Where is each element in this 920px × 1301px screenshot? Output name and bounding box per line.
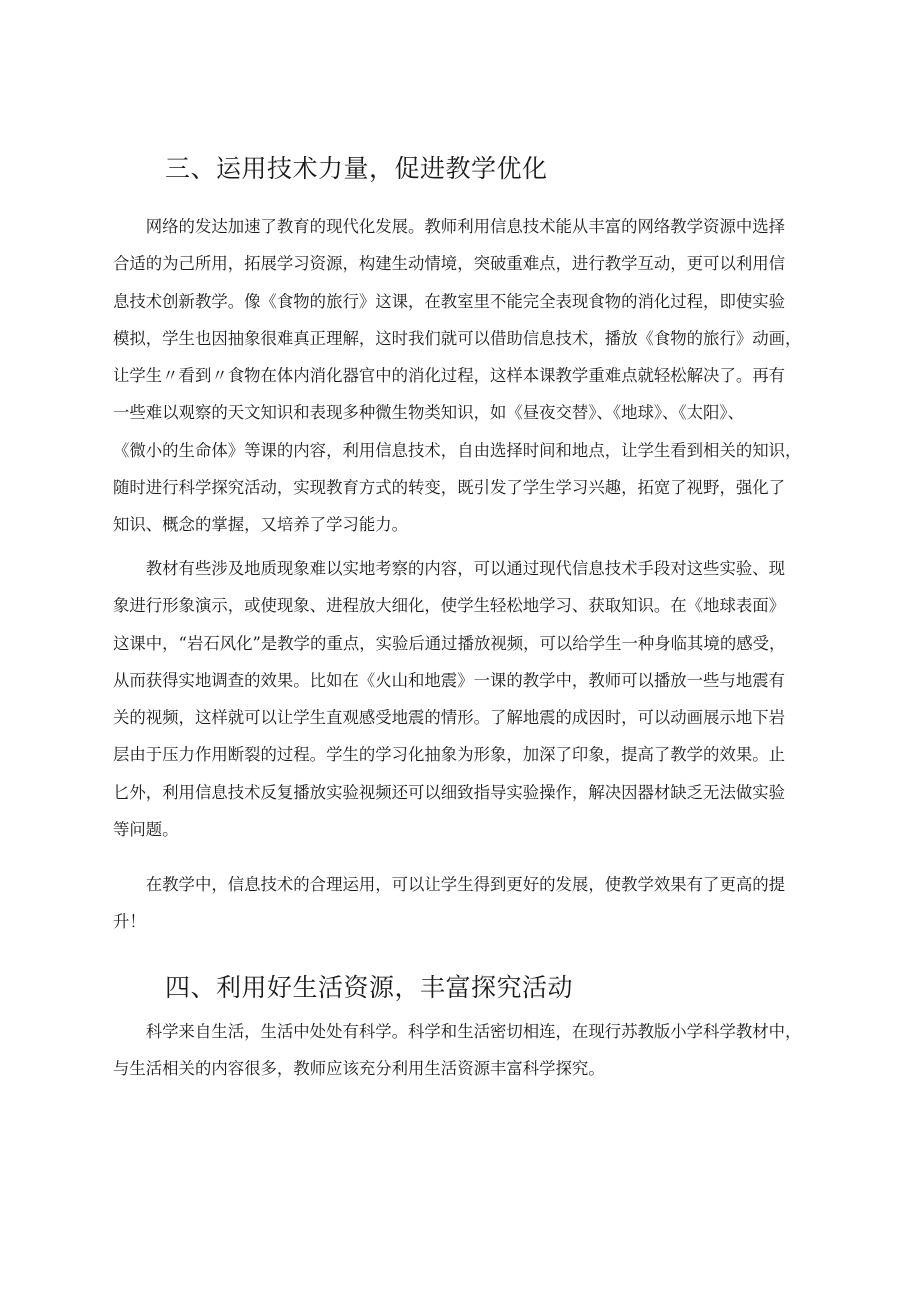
paragraph-line: 升！ xyxy=(113,912,146,932)
paragraph-line: 关的视频，这样就可以让学生直观感受地震的情形。了解地震的成因时，可以动画展示地下岩 xyxy=(113,708,786,728)
section-3-title: 三、运用技术力量，促进教学优化 xyxy=(165,154,548,183)
section-4-title: 四、利用好生活资源，丰富探究活动 xyxy=(165,973,574,1002)
paragraph-life-resources xyxy=(113,1013,817,1088)
paragraph-line: 随时进行科学探究活动，实现教育方式的转变，既引发了学生学习兴趣，拓宽了视野，强化了 xyxy=(113,478,786,498)
paragraph-geology-video xyxy=(113,550,817,848)
paragraph-line: 与生活相关的内容很多，教师应该充分利用生活资源丰富科学探究。 xyxy=(113,1059,605,1079)
paragraph-line: 这课中，“岩石风化”是教学的重点，实验后通过播放视频，可以给学生一种身临其境的感受， xyxy=(113,633,786,653)
paragraph-line: 一些难以观察的天文知识和表现多种微生物类知识，如《昼夜交替》、《地球》、《太阳》、 xyxy=(113,403,745,423)
paragraph-line: 息技术创新教学。像《食物的旅行》这课，在教室里不能完全表现食物的消化过程，即使实验 xyxy=(113,291,786,311)
paragraph-line: 科学来自生活，生活中处处有科学。科学和生活密切相连，在现行苏教版小学科学教材中， xyxy=(113,1022,802,1041)
paragraph-line: 《微小的生命体》等课的内容，利用信息技术，自由选择时间和地点，让学生看到相关的知识， xyxy=(113,440,802,460)
paragraph-line: 在教学中，信息技术的合理运用，可以让学生得到更好的发展，使教学效果有了更高的提 xyxy=(113,875,786,894)
paragraph-line: 教材有些涉及地质现象难以实地考察的内容，可以通过现代信息技术手段对这些实验、现 xyxy=(113,559,786,578)
paragraph-line: 匕外，利用信息技术反复播放实验视频还可以细致指导实验操作，解决因器材缺乏无法做实验 xyxy=(113,782,786,802)
paragraph-line: 让学生〃看到〃食物在体内消化器官中的消化过程，这样本课教学重难点就轻松解决了。再有 xyxy=(113,366,786,386)
paragraph-line: 层由于压力作用断裂的过程。学生的学习化抽象为形象，加深了印象，提高了教学的效果。止 xyxy=(113,745,786,765)
paragraph-line: 从而获得实地调查的效果。比如在《火山和地震》一课的教学中，教师可以播放一些与地震有 xyxy=(113,670,786,690)
paragraph-conclusion xyxy=(113,866,817,941)
paragraph-line: 象进行形象演示，或使现象、进程放大细化，使学生轻松地学习、获取知识。在《地球表面》 xyxy=(113,596,786,616)
paragraph-line: 知识、概念的掌握，又培养了学习能力。 xyxy=(113,515,409,535)
paragraph-line: 等问题。 xyxy=(113,820,179,840)
paragraph-line: 模拟，学生也因抽象很难真正理解，这时我们就可以借助信息技术，播放《食物的旅行》动画， xyxy=(113,328,802,348)
paragraph-line: 合适的为己所用，拓展学习资源，构建生动情境，突破重难点，进行教学互动，更可以利用信 xyxy=(113,254,786,274)
paragraph-line: 网络的发达加速了教育的现代化发展。教师利用信息技术能从丰富的网络教学资源中选择 xyxy=(113,217,786,236)
paragraph-information-technology xyxy=(113,208,817,544)
